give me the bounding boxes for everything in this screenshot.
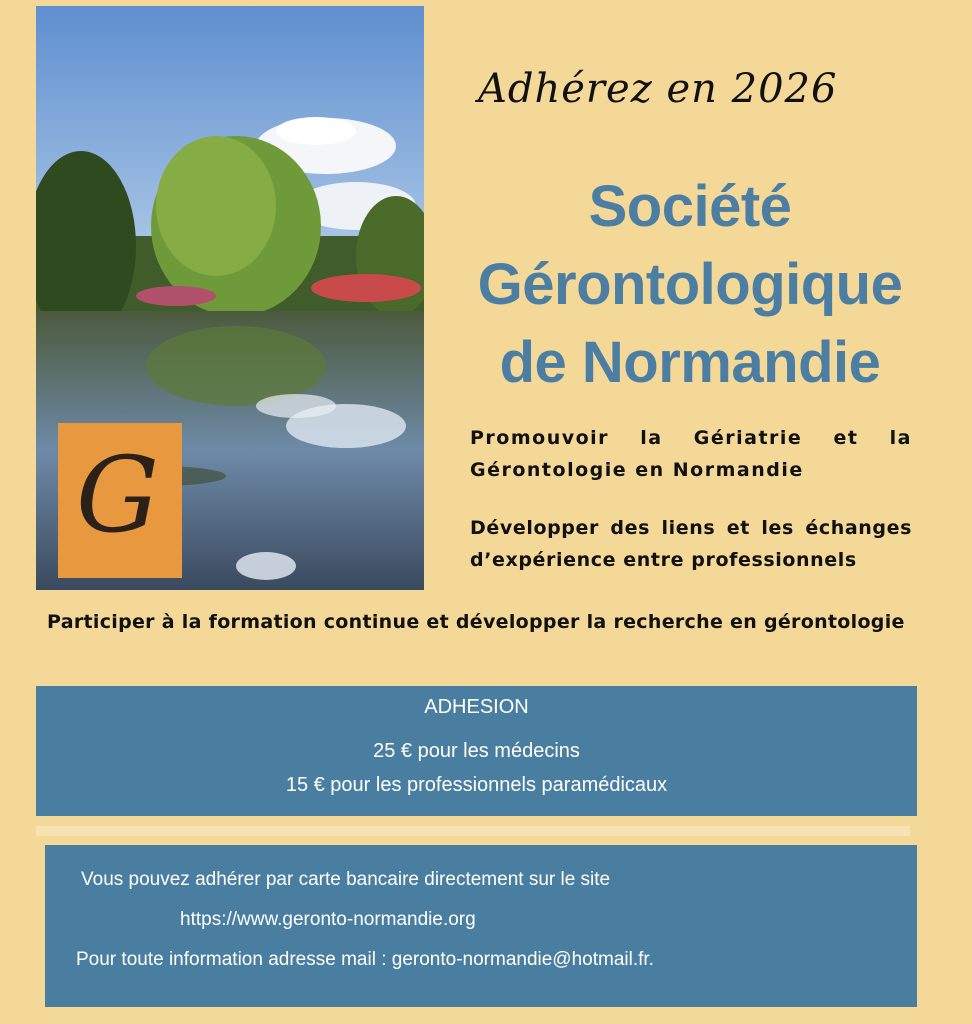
- divider-band: [36, 826, 910, 836]
- goal-training: Participer à la formation continue et développer la recherche en gérontologie: [47, 611, 905, 633]
- goal-promote: Promouvoir la Gériatrie et la Gérontologie en Normandie: [470, 427, 912, 481]
- fee-doctors: 25 € pour les médecins: [373, 740, 580, 762]
- title-line-3: de Normandie: [499, 330, 881, 395]
- logo-letter: G: [76, 434, 160, 556]
- adhesion-panel: [36, 686, 917, 816]
- info-panel: [45, 845, 917, 1007]
- title-line-1: Société: [588, 174, 792, 239]
- logo-box: [58, 423, 182, 578]
- info-card-payment: Vous pouvez adhérer par carte bancaire directement sur le site: [81, 869, 611, 890]
- info-email[interactable]: Pour toute information adresse mail : geronto-normandie@hotmail.fr.: [76, 949, 654, 970]
- website-link[interactable]: https://www.geronto-normandie.org: [180, 909, 476, 930]
- title-line-2: Gérontologique: [477, 252, 903, 317]
- page-title: [440, 168, 940, 402]
- goal-exchange: Développer des liens et les échanges d’expérience entre professionnels: [470, 517, 912, 571]
- adhesion-header: ADHESION: [424, 696, 529, 718]
- fee-paramedical: 15 € pour les professionnels paramédicaux: [285, 774, 668, 796]
- headline: Adhérez en 2026: [478, 66, 838, 112]
